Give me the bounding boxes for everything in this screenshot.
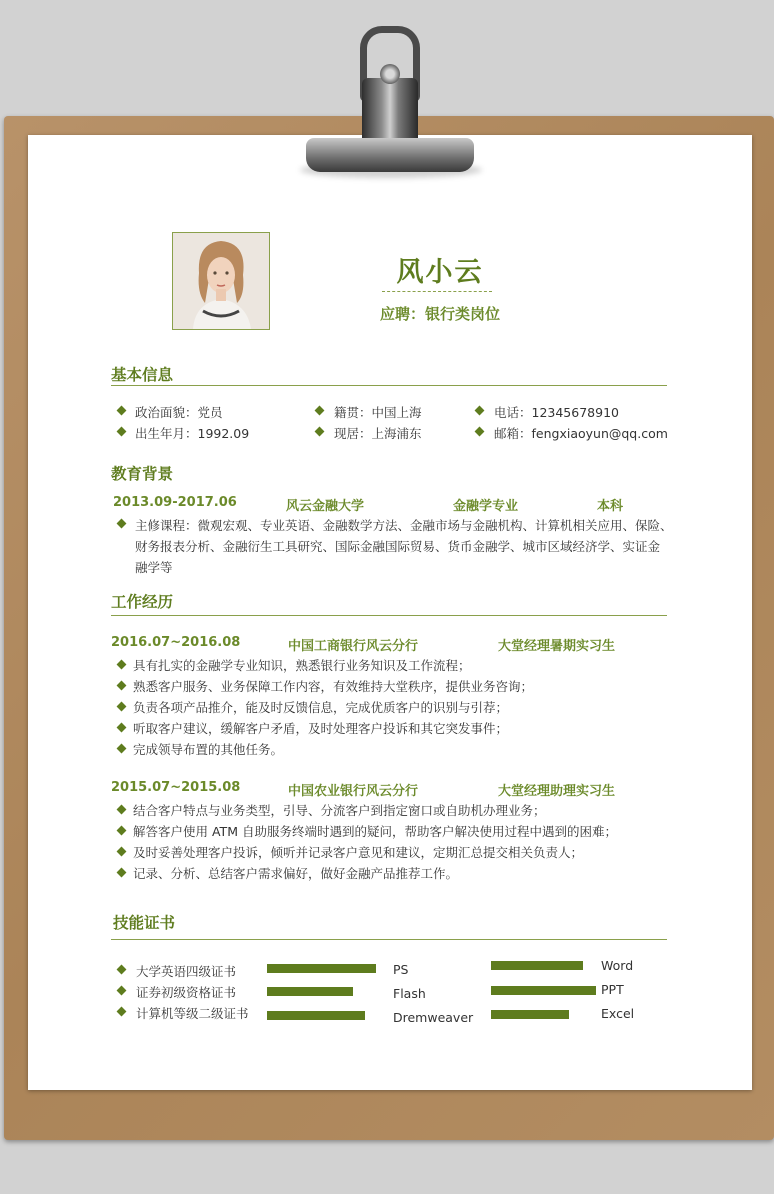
work-company: 中国工商银行风云分行 xyxy=(288,639,419,654)
education-major: 金融学专业 xyxy=(453,499,519,514)
work-duty: 完成领导布置的其他任务。 xyxy=(133,742,284,757)
skill-level-bar xyxy=(267,964,376,973)
skill-level-bar xyxy=(491,1010,569,1019)
basic-item-politics: 政治面貌：党员 xyxy=(135,405,223,420)
binder-clip-icon xyxy=(296,26,486,182)
certificate-name: 计算机等级二级证书 xyxy=(136,1006,249,1021)
basic-item-email: 邮箱：fengxiaoyun@qq.com xyxy=(494,426,668,441)
software-name: Word xyxy=(601,958,634,973)
software-name: Flash xyxy=(393,986,426,1001)
education-courses-line: 融学等 xyxy=(135,560,173,575)
basic-item-hometown: 籍贯：中国上海 xyxy=(334,405,422,420)
section-divider xyxy=(111,939,667,940)
work-duty: 熟悉客户服务、业务保障工作内容，有效维持大堂秩序，提供业务咨询； xyxy=(133,679,534,694)
software-name: PPT xyxy=(601,982,624,997)
work-role: 大堂经理暑期实习生 xyxy=(498,639,616,654)
skill-level-bar xyxy=(267,1011,365,1020)
work-duty: 具有扎实的金融学专业知识，熟悉银行业务知识及工作流程； xyxy=(133,658,471,673)
education-degree: 本科 xyxy=(597,499,624,514)
section-divider xyxy=(111,385,667,386)
work-duty: 及时妥善处理客户投诉，倾听并记录客户意见和建议，定期汇总提交相关负责人； xyxy=(133,845,584,860)
applied-position: 应聘：银行类岗位 xyxy=(379,305,500,323)
candidate-name: 风小云 xyxy=(396,257,484,288)
name-divider xyxy=(382,291,492,292)
certificate-name: 证券初级资格证书 xyxy=(136,985,237,1000)
section-title-basic: 基本信息 xyxy=(111,366,174,384)
section-title-work: 工作经历 xyxy=(111,593,174,611)
basic-item-phone: 电话：12345678910 xyxy=(494,405,619,420)
software-name: PS xyxy=(393,962,409,977)
section-title-skills: 技能证书 xyxy=(113,914,176,932)
education-school: 风云金融大学 xyxy=(286,499,365,514)
software-name: Dremweaver xyxy=(393,1010,474,1025)
skill-level-bar xyxy=(491,986,596,995)
work-duty: 听取客户建议，缓解客户矛盾，及时处理客户投诉和其它突发事件； xyxy=(133,721,509,736)
education-courses-line: 主修课程：微观宏观、专业英语、金融数学方法、金融市场与金融机构、计算机相关应用、保险、 xyxy=(135,518,673,533)
section-divider xyxy=(111,615,667,616)
work-period: 2016.07~2016.08 xyxy=(111,635,241,650)
work-role: 大堂经理助理实习生 xyxy=(498,784,616,799)
software-name: Excel xyxy=(601,1006,635,1021)
basic-item-residence: 现居：上海浦东 xyxy=(334,426,422,441)
work-duty: 结合客户特点与业务类型，引导、分流客户到指定窗口或自助机办理业务； xyxy=(133,803,546,818)
certificate-name: 大学英语四级证书 xyxy=(136,964,237,979)
work-period: 2015.07~2015.08 xyxy=(111,780,241,795)
work-duty: 记录、分析、总结客户需求偏好，做好金融产品推荐工作。 xyxy=(133,866,459,881)
work-company: 中国农业银行风云分行 xyxy=(288,784,419,799)
education-period: 2013.09-2017.06 xyxy=(113,495,237,510)
basic-item-birth: 出生年月：1992.09 xyxy=(135,426,250,441)
skill-level-bar xyxy=(491,961,583,970)
profile-photo xyxy=(172,232,270,330)
section-title-education: 教育背景 xyxy=(111,465,174,483)
work-duty: 负责各项产品推介，能及时反馈信息，完成优质客户的识别与引荐； xyxy=(133,700,509,715)
work-duty: 解答客户使用 ATM 自助服务终端时遇到的疑问，帮助客户解决使用过程中遇到的困难； xyxy=(133,824,617,839)
skill-level-bar xyxy=(267,987,353,996)
education-courses-line: 财务报表分析、金融衍生工具研究、国际金融国际贸易、货币金融学、城市区域经济学、实证金 xyxy=(135,539,661,554)
